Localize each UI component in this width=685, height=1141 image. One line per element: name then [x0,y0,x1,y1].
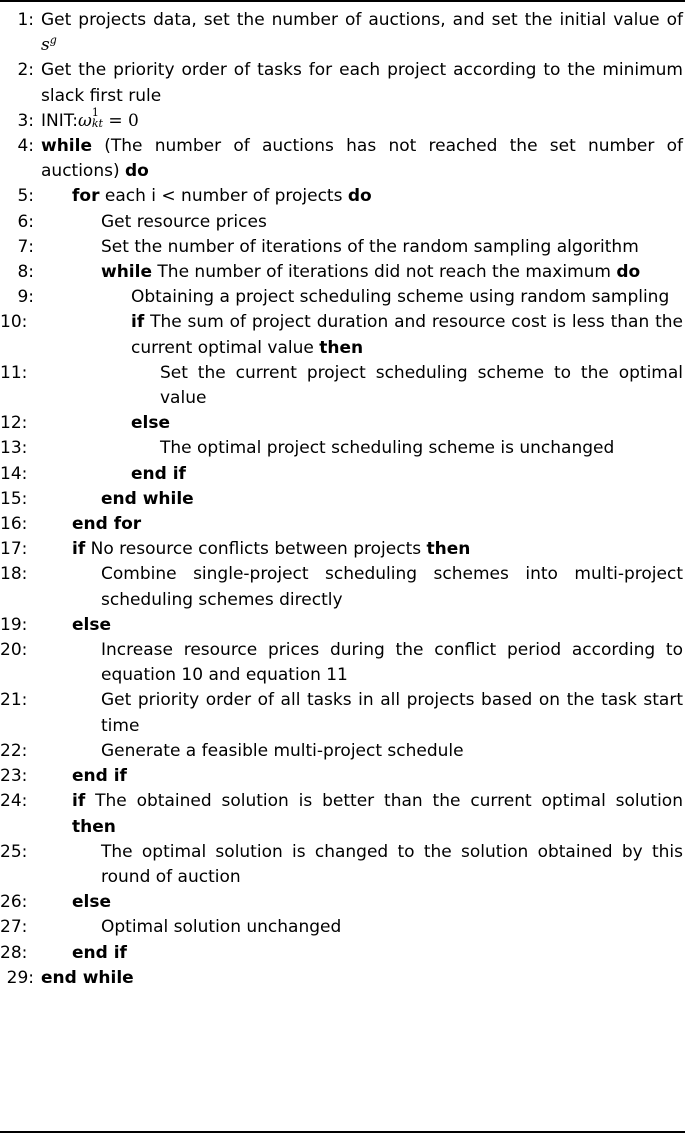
line-text: Set the number of iterations of the random sampling algorithm [101,236,639,257]
algo-line-6 [0,210,685,235]
line-number: 6: [17,211,34,232]
keyword: while [41,136,92,157]
math-superscript: g [49,33,57,47]
line-number: 26: [0,892,28,913]
algo-line-24 [0,789,685,839]
keyword: then [319,337,364,358]
math-subscript: kt [91,116,103,130]
keyword: if [72,539,86,560]
line-number: 18: [0,564,28,585]
line-number: 25: [0,841,28,862]
algo-line-14 [0,462,685,487]
keyword: end if [72,766,127,787]
line-text: Get priority order of all tasks in all projects based on the task start time [101,690,683,736]
line-text: The obtained solution is better than the current optimal solution [85,791,683,812]
algo-line-13 [0,436,685,461]
line-number: 22: [0,740,28,761]
line-number: 29: [6,967,34,988]
keyword: end for [72,514,142,535]
keyword: do [347,186,372,207]
keyword: then [426,539,471,560]
algo-line-23 [0,764,685,789]
algo-line-5 [0,184,685,209]
line-number: 21: [0,690,28,711]
line-number: 4: [17,136,34,157]
keyword: while [101,262,152,283]
algo-line-16 [0,512,685,537]
line-text: Set the current project scheduling scheme to the optimal value [160,362,683,409]
line-number: 27: [0,917,28,938]
algo-line-4 [0,134,685,184]
keyword: end while [41,967,134,988]
keyword: end while [101,488,194,509]
algorithm-listing [0,8,685,991]
line-text: Combine single-project scheduling schemes into multi-project scheduling schemes directly [101,564,683,610]
keyword: else [72,614,112,635]
algo-line-19 [0,613,685,638]
math-symbol: ω [78,110,92,131]
line-text: The number of iterations did not reach the maximum [152,262,617,283]
line-number: 9: [17,287,34,308]
algo-line-27 [0,915,685,940]
line-number: 28: [0,942,28,963]
line-number: 24: [0,791,28,812]
line-number: 11: [0,362,28,383]
line-number: 16: [0,514,28,535]
line-number: 7: [17,236,34,257]
line-text: The sum of project duration and resource cost is less than the current optimal value [131,312,683,358]
algo-line-21 [0,688,685,738]
line-number: 17: [0,539,28,560]
keyword: end if [131,463,186,484]
algo-line-18 [0,562,685,612]
math-superscript: 1 [91,105,99,119]
line-number: 10: [0,312,28,333]
line-number: 1: [17,10,34,30]
keyword: if [72,791,86,812]
algo-line-15 [0,487,685,512]
line-text: No resource conflicts between projects [85,539,427,560]
line-number: 8: [17,262,34,283]
math-equation: = 0 [102,110,139,131]
keyword: end if [72,942,127,963]
bottom-rule [0,1131,685,1133]
line-text: Obtaining a project scheduling scheme using random sampling [131,287,670,308]
algo-line-22 [0,739,685,764]
algo-line-9 [0,285,685,310]
keyword: do [125,161,149,182]
line-text: (The number of auctions has not reached the set number of auctions) [41,136,683,182]
line-text: Get resource prices [101,211,267,232]
line-text: Get the priority order of tasks for each project according to the minimum slack first rule [41,60,683,106]
keyword: then [72,816,116,837]
line-text: each i < number of projects [99,186,348,207]
algo-line-26 [0,890,685,915]
algo-line-20 [0,638,685,688]
keyword: else [72,892,112,913]
line-number: 5: [17,186,34,207]
line-number: 15: [0,488,28,509]
line-text: The optimal solution is changed to the solution obtained by this round of auction [101,841,683,887]
top-rule [0,0,685,2]
algo-line-29 [0,966,685,991]
algo-line-3 [0,105,685,134]
line-number: 3: [17,110,34,131]
algo-line-10 [0,310,685,360]
line-number: 14: [0,463,28,484]
line-text: Generate a feasible multi-project schedule [101,740,464,761]
line-number: 23: [0,766,28,787]
keyword: for [72,186,100,207]
line-text: Get projects data, set the number of auctions, and set the initial value of [41,10,683,30]
algo-line-1 [0,8,685,58]
line-number: 12: [0,413,28,434]
line-number: 19: [0,614,28,635]
keyword: else [131,413,171,434]
algo-line-12 [0,411,685,436]
keyword: if [131,312,145,333]
algo-line-11 [0,361,685,411]
algo-line-8 [0,260,685,285]
keyword: do [616,262,641,283]
algo-line-17 [0,537,685,562]
line-number: 2: [17,60,34,81]
algo-line-7 [0,235,685,260]
line-text: INIT: [41,110,78,131]
algo-line-28 [0,941,685,966]
line-number: 13: [0,438,28,459]
line-text: Optimal solution unchanged [101,917,342,938]
line-text: Increase resource prices during the conflict period according to equation 10 and equation 11 [101,640,683,686]
math-symbol: s [41,35,50,56]
algo-line-25 [0,840,685,890]
line-number: 20: [0,640,28,661]
line-text: The optimal project scheduling scheme is unchanged [160,438,615,459]
algo-line-2 [0,58,685,108]
